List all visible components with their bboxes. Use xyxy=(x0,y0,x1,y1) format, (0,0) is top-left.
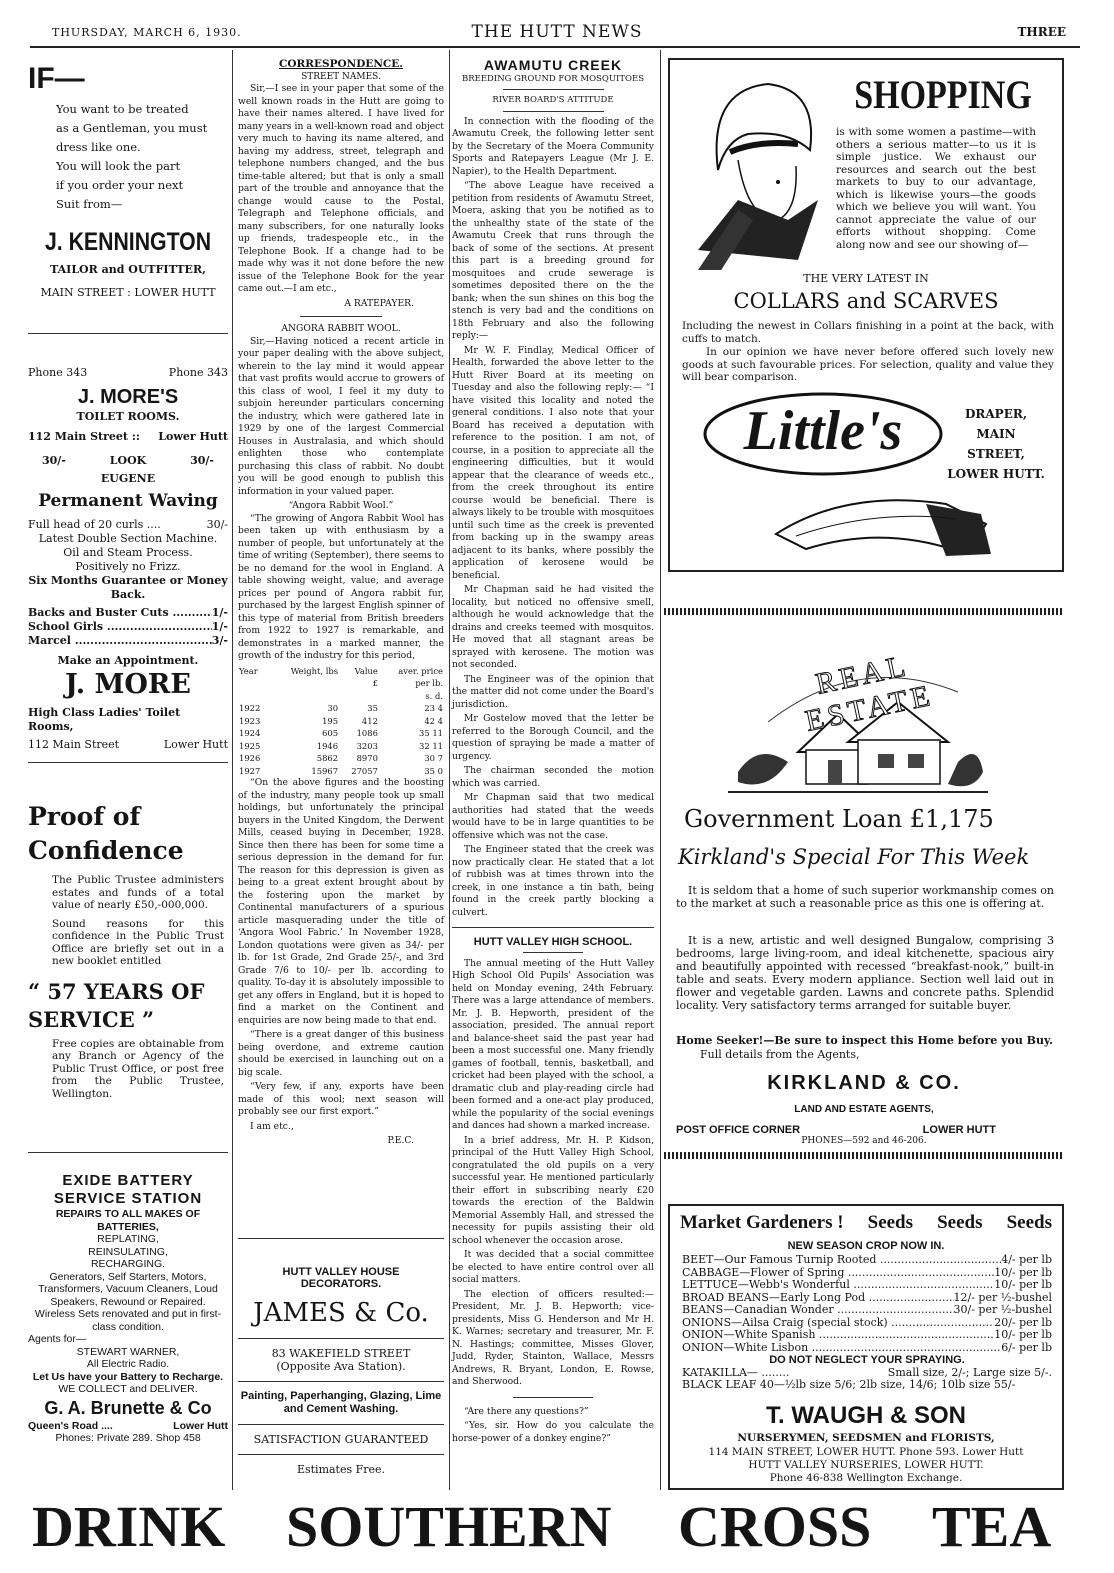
james-co-ad xyxy=(238,1266,444,1476)
more-tagline: High Class Ladies' Toilet Rooms, xyxy=(28,706,181,733)
exide-agents: Agents for— xyxy=(28,1333,87,1345)
shopping-heading: SHOPPING xyxy=(854,72,1032,117)
waving-headline: Permanent Waving xyxy=(38,491,218,511)
shopping-latest: THE VERY LATEST IN xyxy=(803,272,929,285)
exide-heading-2: SERVICE STATION xyxy=(53,1190,203,1207)
scarf-illustration xyxy=(766,484,996,564)
spraying-notice: DO NOT NEGLECT YOUR SPRAYING. xyxy=(769,1354,965,1366)
seed-price: 10/- per lb xyxy=(994,1278,1052,1291)
tea-word: SOUTHERN xyxy=(286,1494,612,1559)
waugh-trade: NURSERYMEN, SEEDSMEN and FLORISTS, xyxy=(737,1432,995,1444)
home-seeker-line: Home Seeker!—Be sure to inspect this Home before you Buy. xyxy=(676,1034,1053,1047)
waugh-nurseries: HUTT VALLEY NURSERIES, LOWER HUTT. xyxy=(748,1459,984,1471)
phone-right: Phone 343 xyxy=(168,366,228,379)
littles-ad xyxy=(668,58,1064,572)
column-divider xyxy=(232,50,233,1490)
awamutu-subheading-2: RIVER BOARD'S ATTITUDE xyxy=(492,95,614,105)
seeds-word: Seeds xyxy=(937,1212,983,1233)
tea-banner xyxy=(20,1493,1100,1571)
article-para: The election of officers resulted:— President, Mr. J. B. Hepworth; vice-presidents, Miss G. Henderson and Mr H. K. Warnes; secretary and treasurer, Mr. F. N. Hastings; committee, Misses Glover, Judd, Ryder, Stainton, Wallace, Messrs Andrews, R. Bryant, London, E. Rowse, and Sherwood. xyxy=(452,1288,654,1387)
trustee-para: The Public Trustee administers estates and funds of a total value of nearly £50,-000,000. xyxy=(52,874,224,911)
trustee-heading: Proof of xyxy=(28,802,141,831)
table-header: Weight, lbs xyxy=(290,665,339,676)
seed-price: 4/- per lb xyxy=(1001,1253,1052,1266)
table-row: 1927 15967 27057 35 0 xyxy=(239,765,443,776)
seed-name: BROAD BEANS—Early Long Pod ..... xyxy=(682,1292,954,1305)
exide-heading: EXIDE BATTERY xyxy=(62,1172,194,1189)
seed-price: 12/- per ½-bushel xyxy=(953,1290,1052,1304)
more-subtitle: TOILET ROOMS. xyxy=(76,410,180,423)
exide-radio: All Electric Radio. xyxy=(86,1358,170,1370)
kennington-trade: TAILOR and OUTFITTER, xyxy=(50,263,206,276)
littles-line: MAIN STREET, xyxy=(967,427,1025,461)
estate-para xyxy=(676,884,1054,912)
divider xyxy=(28,762,228,763)
article-para: Mr W. F. Findlay, Medical Officer of Health, forwarded the above letter to the Hutt River Board at its meeting on Tuesday and also the following reply:— “I have visited this locality and noted the general conditions. I also note that your Board has received a deputation with reference to the position. I am not, of course, in a position to appreciate all the engineering difficulties, but it would appear that the clearance of weeds etc., from the creek throughout its entire course would be beneficial. There is always likely to be trouble with mosquitoes until such time as the creek is prevented from backing up in the swampy areas adjacent to its banks, where possibly the application of kerosene would be beneficial. xyxy=(452,344,655,581)
more-name: J. MORE'S xyxy=(77,386,179,408)
article-para: The Engineer stated that the creek was now practically clear. He stated that a lot of rubbish was at times thrown into the creek, in one instance a tin bath, being found in the creek partly blocking a culvert. xyxy=(452,844,654,918)
article-para: It was decided that a social committee be elected to have entire control over all social matters. xyxy=(452,1249,654,1285)
katakilla-price: Small size, 2/-; Large size 5/-. xyxy=(887,1365,1052,1379)
exide-line: RECHARGING. xyxy=(90,1258,166,1270)
james-address: 83 WAKEFIELD STREET xyxy=(271,1347,411,1360)
brunette-road: Queen's Road .... xyxy=(28,1419,113,1432)
kirkland-special: Kirkland's Special For This Week xyxy=(678,845,1030,869)
seed-price: 20/- per lb xyxy=(994,1315,1052,1329)
ad-line: You will look the part xyxy=(56,159,181,173)
border-rule xyxy=(664,1152,1064,1159)
exide-repairs: REPAIRS TO ALL MAKES OF BATTERIES, xyxy=(55,1208,201,1233)
kennington-address: MAIN STREET : LOWER HUTT xyxy=(40,286,216,299)
phone-left: Phone 343 xyxy=(28,366,88,379)
machine-line: Latest Double Section Machine. xyxy=(38,532,218,545)
table-row: 1925 1946 3203 32 11 xyxy=(239,740,443,751)
ad-line: if you order your next xyxy=(56,178,184,192)
letter-signature: A RATEPAYER. xyxy=(344,297,414,309)
hvhs-heading: HUTT VALLEY HIGH SCHOOL. xyxy=(473,936,633,948)
letter-body: “Very few, if any, exports have been made of this wool; next season will probably see our first export.” xyxy=(238,1081,444,1117)
ad-line: Suit from— xyxy=(56,197,123,211)
letter-subtitle: “Angora Rabbit Wool.” xyxy=(288,500,394,511)
joke-line: “Are there any questions?” xyxy=(464,1405,589,1417)
full-head-price: 30/- xyxy=(206,518,228,531)
page-number: THREE xyxy=(1017,25,1066,39)
waugh-name: T. WAUGH & SON xyxy=(765,1402,966,1429)
masthead xyxy=(0,24,1114,42)
if-headline: IF— xyxy=(28,62,85,95)
article-para: Mr Chapman said he had visited the locality, but noticed no offensive smell, although he would acknowledge that the drains and creeks teemed with mosquitos. He moved that all stagnant areas be sprayed with kerosene. The motion was not seconded. xyxy=(452,584,654,670)
article-para: The annual meeting of the Hutt Valley High School Old Pupils' Association was held on Monday evening, 24th February. There was a large attendance of members. Mr. J. B. Hepworth, president of the association, presided. The annual report and balance-sheet said the past year had been a most successful one. Many friendly games of football, tennis, basketball, and cricket had been played with the school, a dramatic club and play-reading circle had been formed and a one-act play produced, while the popularity of the social evenings and dances had shown a marked increase. xyxy=(452,957,654,1131)
james-estimates: Estimates Free. xyxy=(296,1463,386,1476)
kirkland-agents: LAND AND ESTATE AGENTS, xyxy=(794,1104,934,1115)
more-address: 112 Main Street :: xyxy=(28,430,140,443)
littles-line: DRAPER, xyxy=(964,407,1027,421)
trustee-heading-2: Confidence xyxy=(28,836,184,865)
look-label: LOOK xyxy=(109,454,147,467)
black-leaf-line: BLACK LEAF 40—½lb size 5/6; 2lb size, 14/6; 10lb size 55/- xyxy=(682,1378,1016,1391)
letter-title: ANGORA RABBIT WOOL. xyxy=(281,323,401,334)
price-item-value: 1/- xyxy=(211,606,228,619)
article-para: The chairman seconded the motion which was carried. xyxy=(452,765,654,789)
price-item-value: 1/- xyxy=(211,620,228,633)
appointment-line: Make an Appointment. xyxy=(57,654,199,667)
price-item-name: School Girls ..... xyxy=(28,620,212,634)
shopping-para-2: In our opinion we have never before offered such lovely new goods at such favourable prices. For selection, quality and value they will bear comparison. xyxy=(682,346,1054,383)
market-gardeners: Market Gardeners ! xyxy=(680,1212,844,1233)
trustee-booklet-title-2: SERVICE ” xyxy=(28,1006,155,1032)
exide-recharge: Let Us have your Battery to Recharge. xyxy=(32,1370,224,1383)
waugh-phone: Phone 46-838 Wellington Exchange. xyxy=(769,1472,963,1484)
kirkland-address xyxy=(676,1124,996,1136)
letter-body: Sir,—Having noticed a recent article in your paper dealing with the above subject, wherein to the lay mind it would appear that vast profits would accrue to growers of this class of wool, I feel it my duty to subjoin hereunder particulars concerning the industry, which were gathered late in 1929 by one of the largest Commercial Houses in Australasia, and which should enlighten those who contemplate purchasing this class of rabbit. No doubt you will be good enough to publish this information in your valued paper. xyxy=(238,335,444,497)
correspondence-heading: CORRESPONDENCE. xyxy=(279,58,403,70)
seeds-word: Seeds xyxy=(867,1212,914,1233)
estate-para-1: It is seldom that a home of such superior workmanship comes on to the market at such a reasonable price as this one is offering at. xyxy=(676,884,1054,910)
table-header: £ xyxy=(372,678,378,688)
more-address-2: 112 Main Street xyxy=(28,738,120,751)
seed-name: BEET—Our Famous Turnip Rooted ..... xyxy=(682,1254,1001,1267)
table-row: 1926 5862 8970 30 7 xyxy=(239,753,443,763)
real-estate-banner: REAL ESTATE xyxy=(802,648,937,738)
eugene-label: EUGENE xyxy=(100,472,156,485)
seed-name: BEANS—Canadian Wonder ..... xyxy=(682,1304,954,1317)
tea-word: TEA xyxy=(932,1494,1052,1559)
issue-date: THURSDAY, MARCH 6, 1930. xyxy=(52,26,242,39)
process-line: Oil and Steam Process. xyxy=(63,546,193,559)
news-column xyxy=(452,56,654,1447)
letter-body: Sir,—I see in your paper that some of the well known roads in the Hutt are going to have their names altered. I have lived for many years in a well-known road and object very much to having its name altered, and having my address, street, telegraph and telephone numbers changed, and the bus time-table altered; but that is only a small part of the trouble and annoyance that the change would cause to the Postal, Telegraph and Telephone officials, and many subscribers, for one naturally looks up friends, tradespeople etc., in the Telephone Book. If a change had to be made why was it not done before the new issue of the Telephone Book for the year came out.—I am etc., xyxy=(238,83,444,294)
seed-name: CABBAGE—Flower of Spring ..... xyxy=(682,1267,994,1280)
divider xyxy=(28,1152,228,1153)
column-divider xyxy=(449,50,450,1490)
article-para: In a brief address, Mr. H. P. Kidson, principal of the Hutt Valley High School, congratulated the old pupils on a very successful year. He mentioned particularly their effort in subscribing nearly £20 towards the erection of the Baldwin Memorial Assembly Hall, and stressed the necessity for pupils assisting their old school whenever the occasion arose. xyxy=(452,1134,654,1246)
column-divider xyxy=(660,50,661,1490)
seed-name: LETTUCE—Webb's Wonderful ..... xyxy=(682,1279,994,1292)
brunette-town: Lower Hutt xyxy=(173,1419,228,1432)
table-header: per lb. xyxy=(415,678,443,688)
frizz-line: Positively no Frizz. xyxy=(75,560,181,573)
trustee-para: Sound reasons for this confidence in the Public Trust Office are briefly set out in a new booklet entitled xyxy=(52,917,224,967)
seed-price: 30/- per ½-bushel xyxy=(953,1303,1052,1316)
masthead-rule xyxy=(30,46,1080,48)
exide-wireless: Wireless Sets renovated and put in first-class condition. xyxy=(34,1308,222,1333)
more-town: Lower Hutt xyxy=(158,430,228,443)
seed-price: 6/- per lb xyxy=(1001,1340,1052,1354)
littles-address xyxy=(946,404,1046,484)
letter-body: “The growing of Angora Rabbit Wool has been taken up with enthusiasm by a number of people, but unfortunately at the time of writing (September), there seems to be no demand for the wool in England. A table showing weight, value, and average prices per pound of Angora rabbit fur, purchased by the largest English spinner of this type of material from British breeders from 1922 to 1927 is remarkable, and demonstrates in a marked manner, the growth of the industry for this period, xyxy=(238,512,444,661)
article-para: “The above League have received a petition from residents of Awamutu Street, Moera, asking that you be notified as to the unhealthy state of the state of the Awamutu Creek that runs through the back of some of the sections. At present this part is a breeding ground for mosquitoes and crude sewerage is sometimes deposited there on the the bank; when the sun shines on this bog the stench is very bad and the conditions on 18th February and also the following reply:— xyxy=(452,180,654,341)
awamutu-heading: AWAMUTU CREEK xyxy=(483,57,623,73)
littles-logo: Little's xyxy=(743,400,903,462)
joke-line: “Yes, sir. How do you calculate the horse-power of a donkey engine?” xyxy=(452,1420,654,1444)
more-ad xyxy=(28,366,228,752)
letter-title: STREET NAMES. xyxy=(301,71,381,82)
price-right: 30/- xyxy=(190,454,214,467)
more-name-large: J. MORE xyxy=(65,669,191,700)
exide-line: REINSULATING, xyxy=(88,1245,168,1258)
loan-headline: Government Loan £1,175 xyxy=(684,805,994,833)
kirkland-ad xyxy=(668,618,1060,1118)
article-para: The Engineer was of the opinion that the matter did not come under the Board's jurisdiction. xyxy=(452,673,654,710)
exide-services: Generators, Self Starters, Motors, Transformers, Vacuum Cleaners, Loud Speakers, Rewound or Repaired. xyxy=(38,1270,218,1308)
james-heading: HUTT VALLEY HOUSE xyxy=(282,1266,400,1278)
correspondence-column xyxy=(238,58,444,1148)
article-para: Mr Chapman said that two medical authorities had stated that the weeds would have to be in large quantities to be offensive which was not the case. xyxy=(452,792,654,841)
ad-line: dress like one. xyxy=(56,140,141,154)
price-item-name: Marcel ..... xyxy=(28,634,212,648)
wool-table xyxy=(238,665,444,778)
table-header: aver. price xyxy=(398,665,443,676)
tea-word: DRINK xyxy=(32,1494,226,1559)
seeds-heading xyxy=(680,1210,1052,1236)
letter-body: I am etc., xyxy=(250,1120,294,1132)
seeds-word: Seeds xyxy=(1006,1212,1052,1233)
shopping-para: Including the newest in Collars finishing in a point at the back, with cuffs to match. xyxy=(682,320,1054,345)
tea-word: CROSS xyxy=(678,1494,872,1559)
waugh-address: 114 MAIN STREET, LOWER HUTT. Phone 593. Lower Hutt xyxy=(708,1446,1024,1458)
table-row: 1923 195 412 42 4 xyxy=(239,715,443,726)
seed-name: ONION—White Spanish ..... xyxy=(682,1329,994,1342)
newspaper-title: THE HUTT NEWS xyxy=(471,22,643,42)
woman-illustration xyxy=(678,70,828,270)
guarantee-line: Six Months Guarantee or Money Back. xyxy=(28,574,228,601)
seed-name: ONIONS—Ailsa Craig (special stock) ..... xyxy=(682,1317,994,1330)
table-header: Value xyxy=(354,665,378,676)
james-heading-2: DECORATORS. xyxy=(300,1278,382,1290)
border-rule xyxy=(664,608,1064,615)
divider xyxy=(238,1238,444,1239)
ad-line: as a Gentleman, you must xyxy=(56,121,208,135)
ad-line: You want to be treated xyxy=(56,102,189,116)
katakilla-label: KATAKILLA— ........ xyxy=(682,1365,790,1379)
price-item-name: Backs and Buster Cuts ..... xyxy=(28,606,212,620)
seed-price: 10/- per lb xyxy=(994,1265,1052,1279)
shopping-collars: COLLARS and SCARVES xyxy=(733,289,999,313)
table-header: Year xyxy=(239,665,258,676)
estate-para-2: It is a new, artistic and well designed Bungalow, comprising 3 bedrooms, large living-room, and ideal kitchenette, spacious airy and beautifully appointed with recessed “breakfast-nook,” built-in table and seats. Every modern appliance. Section well laid out in flower and vegetable garden. Lawns and concrete paths. Splendid locality. Very satisfactory terms arranged for suitable buyer. xyxy=(676,934,1054,1012)
exide-ad xyxy=(28,1172,228,1445)
littles-line: LOWER HUTT. xyxy=(947,467,1045,481)
shopping-body: is with some women a pastime—with others a serious matter—to us it is simple justice. We exhaust our resources and search out the best markets to buy to our advantage, which is likewise yours—the goods which we believe you will want. You cannot appreciate the value of our efforts without shopping. Come along now and see our showing of— xyxy=(836,126,1036,251)
brunette-phones: Phones: Private 289. Shop 458 xyxy=(55,1432,201,1444)
seed-name: ONION—White Lisbon ..... xyxy=(682,1342,1001,1355)
brunette-name: G. A. Brunette & Co xyxy=(44,1397,212,1418)
table-header: s. d. xyxy=(425,690,443,701)
waugh-ad xyxy=(668,1204,1064,1490)
kirkland-name: KIRKLAND & CO. xyxy=(767,1072,961,1094)
kirkland-phones: PHONES—592 and 46-206. xyxy=(801,1136,927,1146)
table-row: 1922 30 35 23 4 xyxy=(239,703,443,713)
trustee-booklet-title: “ 57 YEARS OF xyxy=(28,978,205,1004)
seed-price: 10/- per lb xyxy=(994,1328,1052,1341)
price-item-value: 3/- xyxy=(211,634,228,647)
kirkland-po: POST OFFICE CORNER xyxy=(676,1124,801,1136)
estate-para xyxy=(676,934,1054,1014)
divider xyxy=(28,333,228,334)
article-para: In connection with the flooding of the Awamutu Creek, the following letter sent by the Secretary of the Moera Community Sports and Ratepayers League (Mr J. E. Napier), to the Health Department. xyxy=(452,115,654,177)
seeds-price-list xyxy=(682,1254,1052,1392)
table-row: 1924 605 1086 35 11 xyxy=(239,728,443,738)
trustee-para: Free copies are obtainable from any Branch or Agency of the Public Trust Office, or post free from the Public Trustee, Wellington. xyxy=(52,1037,224,1100)
awamutu-subheading: BREEDING GROUND FOR MOSQUITOES xyxy=(461,74,645,84)
letter-body: “On the above figures and the boosting of the industry, many people took up small holdings, but unfortunately the principal buyers in the United Kingdom, the Derwent Mills, ceased buying in December, 1928. Since then there has been for some time a serious depression in the demand for fur. The reason for this depression is given as being to a great extent brought about by the fostering upon the market by Continental manufacturers of a spurious article masquerading under the title of ‘Angora Wool Fabric.’ In November 1928, London quotations were given as 34/- per lb. for 1st Grade, 2nd Grade 25/-, and 3rd Grade 7/6 to 10/- per lb. according to quality. To-day it is absolutely impossible to get any offers in England, but it is hoped to find a market on the Continent and enquiries are now being made to that end. xyxy=(238,777,444,1026)
price-left: 30/- xyxy=(42,454,66,467)
public-trustee-ad xyxy=(28,800,228,1100)
estate-agents-line: Full details from the Agents, xyxy=(700,1048,860,1061)
kirkland-town: LOWER HUTT xyxy=(922,1124,996,1136)
letter-body: “There is a great danger of this business being overdone, and extreme caution should be exercised in launching out on a big scale. xyxy=(238,1029,444,1078)
letter-signature: P.E.C. xyxy=(387,1135,414,1146)
james-address-2: (Opposite Ava Station). xyxy=(276,1360,406,1373)
exide-brand: STEWART WARNER, xyxy=(76,1345,180,1358)
more-town-2: Lower Hutt xyxy=(163,738,228,751)
article-para: Mr Gostelow moved that the letter be referred to the Borough Council, and the question of spraying be made a matter of urgency. xyxy=(452,713,654,762)
exide-collect: WE COLLECT and DELIVER. xyxy=(58,1383,198,1395)
kennington-ad xyxy=(28,62,228,299)
james-name: JAMES & Co. xyxy=(253,1298,429,1328)
james-services: Painting, Paperhanging, Glazing, Lime and Cement Washing. xyxy=(240,1390,442,1415)
full-head-label: Full head of 20 curls .... xyxy=(28,518,161,531)
kennington-name: J. KENNINGTON xyxy=(44,228,212,256)
james-guarantee: SATISFACTION GUARANTEED xyxy=(253,1433,429,1446)
seeds-season: NEW SEASON CROP NOW IN. xyxy=(787,1240,945,1252)
exide-line: REPLATING, xyxy=(97,1233,159,1245)
